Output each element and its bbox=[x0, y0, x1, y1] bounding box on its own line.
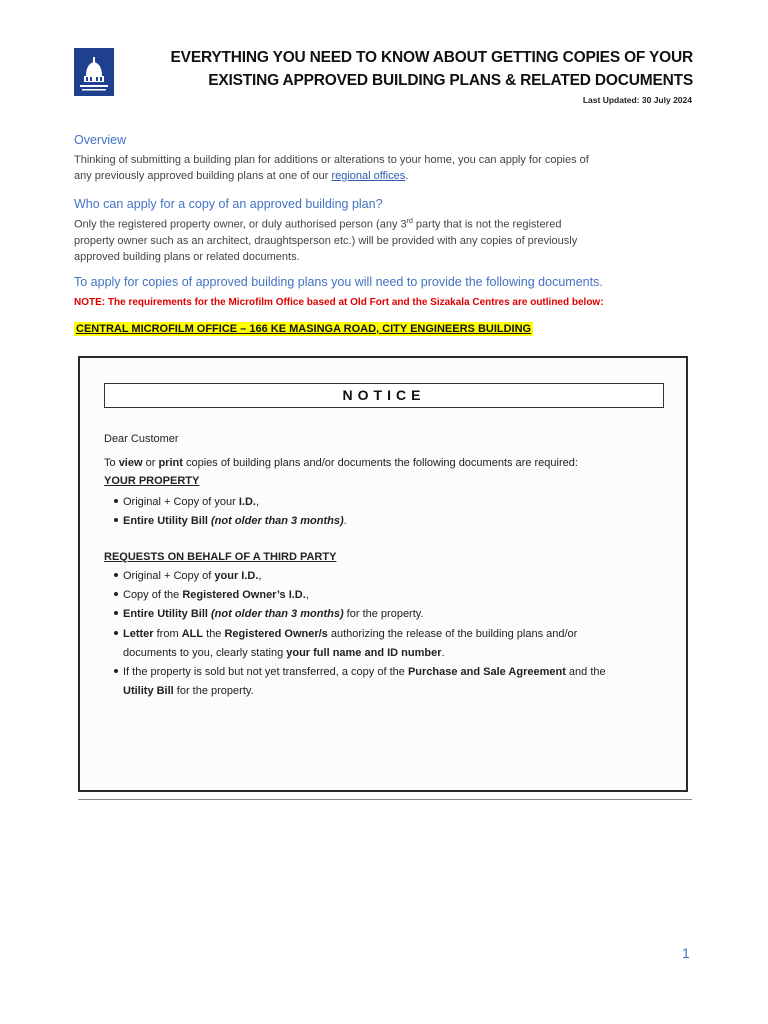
list-item bbox=[114, 608, 424, 620]
item-bold: your full name and ID number bbox=[286, 647, 442, 659]
item-bold: Registered Owner/s bbox=[224, 628, 328, 640]
ordinal-suffix: rd bbox=[406, 218, 413, 225]
who-text-cont: party that is not the registered bbox=[412, 218, 562, 231]
overview-line-2 bbox=[74, 168, 696, 184]
item-text: Copy of the bbox=[123, 589, 183, 601]
document-title-line-2: EXISTING APPROVED BUILDING PLANS & RELATED DOCUMENTS bbox=[208, 72, 693, 89]
item-text: documents to you, clearly stating bbox=[123, 647, 287, 659]
item-text: Original + Copy of your bbox=[123, 496, 239, 508]
item-bold: Utility Bill bbox=[123, 685, 174, 697]
item-end: . bbox=[343, 515, 347, 527]
list-item-continuation bbox=[123, 685, 254, 697]
intro-print: print bbox=[158, 457, 183, 469]
section-divider bbox=[78, 799, 692, 800]
bullet-icon bbox=[114, 631, 118, 635]
who-can-apply-paragraph bbox=[74, 214, 696, 265]
list-item bbox=[114, 666, 606, 678]
list-item bbox=[114, 570, 261, 582]
bullet-icon bbox=[114, 592, 118, 596]
notice-title: NOTICE bbox=[104, 383, 664, 408]
list-item bbox=[114, 515, 347, 527]
overview-text: any previously approved building plans at one of our bbox=[74, 170, 332, 182]
item-bold: Registered Owner’s I.D. bbox=[182, 589, 306, 601]
municipality-logo-icon bbox=[74, 48, 114, 96]
item-text: Original + Copy of bbox=[123, 570, 215, 582]
item-bold: Purchase and Sale Agreement bbox=[407, 666, 566, 678]
overview-text-end: . bbox=[405, 170, 409, 182]
overview-heading: Overview bbox=[74, 133, 127, 147]
bullet-icon bbox=[114, 499, 118, 503]
list-item bbox=[114, 628, 577, 640]
item-end: , bbox=[258, 570, 262, 582]
intro-rest: copies of building plans and/or documents the following documents are required: bbox=[182, 457, 578, 469]
your-property-heading: YOUR PROPERTY bbox=[104, 475, 200, 487]
who-can-apply-heading: Who can apply for a copy of an approved building plan? bbox=[74, 197, 383, 211]
apply-requirements-heading: To apply for copies of approved building plans you will need to provide the following documents. bbox=[74, 275, 603, 289]
bullet-icon bbox=[114, 518, 118, 522]
item-end: , bbox=[256, 496, 260, 508]
requirements-note: NOTE: The requirements for the Microfilm Office based at Old Fort and the Sizakala Centres are outlined below: bbox=[74, 297, 604, 308]
who-line-3: approved building plans or related documents. bbox=[74, 250, 300, 263]
intro-text: To bbox=[104, 457, 119, 469]
item-end: . bbox=[441, 647, 445, 659]
who-text: Only the registered property owner, or duly authorised person (any 3 bbox=[74, 218, 407, 231]
item-bold-italic: (not older than 3 months) bbox=[211, 515, 344, 527]
list-item-continuation bbox=[123, 647, 445, 659]
item-text: If the property is sold but not yet transferred, a copy of the bbox=[123, 666, 408, 678]
item-text: the bbox=[203, 628, 225, 640]
who-line-1 bbox=[74, 214, 696, 233]
item-bold: Letter bbox=[123, 628, 154, 640]
item-end: , bbox=[305, 589, 309, 601]
item-text: and the bbox=[565, 666, 606, 678]
item-bold: Entire Utility Bill bbox=[123, 608, 212, 620]
item-bold: I.D. bbox=[238, 496, 256, 508]
intro-or: or bbox=[142, 457, 159, 469]
overview-line-1: Thinking of submitting a building plan for additions or alterations to your home, you can apply for copies of bbox=[74, 154, 589, 166]
third-party-heading: REQUESTS ON BEHALF OF A THIRD PARTY bbox=[104, 551, 337, 563]
notice-intro bbox=[104, 457, 578, 469]
bullet-icon bbox=[114, 573, 118, 577]
list-item bbox=[114, 496, 259, 508]
item-text: from bbox=[153, 628, 182, 640]
intro-view: view bbox=[118, 457, 143, 469]
item-text: authorizing the release of the building plans and/or bbox=[327, 628, 578, 640]
bullet-icon bbox=[114, 611, 118, 615]
overview-paragraph bbox=[74, 152, 696, 184]
document-title-line-1: EVERYTHING YOU NEED TO KNOW ABOUT GETTING COPIES OF YOUR bbox=[170, 49, 693, 66]
item-bold: Entire Utility Bill bbox=[123, 515, 212, 527]
item-bold: your I.D. bbox=[214, 570, 259, 582]
last-updated-date: Last Updated: 30 July 2024 bbox=[582, 95, 692, 105]
item-end: for the property. bbox=[343, 608, 424, 620]
bullet-icon bbox=[114, 669, 118, 673]
notice-greeting: Dear Customer bbox=[104, 433, 179, 445]
item-bold: ALL bbox=[181, 628, 204, 640]
item-text: for the property. bbox=[173, 685, 254, 697]
list-item bbox=[114, 589, 309, 601]
central-microfilm-office-heading: CENTRAL MICROFILM OFFICE – 166 KE MASINGA ROAD, CITY ENGINEERS BUILDING bbox=[76, 323, 532, 335]
item-bold-italic: (not older than 3 months) bbox=[211, 608, 344, 620]
page-number: 1 bbox=[682, 945, 690, 961]
who-line-2: property owner such as an architect, draughtsperson etc.) will be provided with any copies of previously bbox=[74, 234, 578, 247]
regional-offices-link[interactable]: regional offices bbox=[331, 170, 406, 182]
